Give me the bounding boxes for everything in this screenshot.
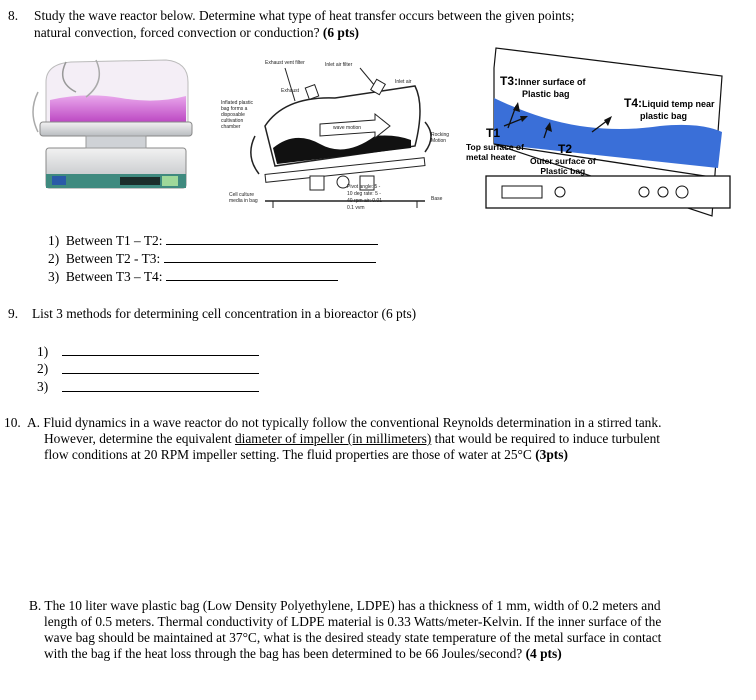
q8-line2	[34, 25, 359, 41]
q8-item-3-number: 3)	[48, 269, 60, 284]
q10b-line1: B. The 10 liter wave plastic bag (Low Density Polyethylene, LDPE) has a thickness of 1 mm, width of 0.2 meters and	[29, 598, 661, 613]
q9-item-2	[37, 361, 48, 377]
q9-answer-2-blank[interactable]	[62, 373, 259, 374]
q10-number: 10.	[4, 415, 21, 430]
t4-label-line	[624, 96, 715, 110]
label-pivot: Pivot angle: 5 - 10 deg rate: 5 - 40 rpm air: 0.01 - 0.1 vvm	[347, 184, 386, 211]
t4-text: Liquid temp near	[642, 99, 715, 109]
q10a-line2-post: that would be required to induce turbulent	[431, 431, 660, 446]
q8-line2-text: natural convection, forced convection or conduction?	[34, 25, 320, 40]
wave-reactor-schematic	[221, 56, 460, 216]
heat-transfer-sketch	[460, 40, 756, 220]
q8-answer-1-blank[interactable]	[166, 232, 378, 245]
q10b-line3: wave bag should be maintained at 37°C, what is the desired steady state temperature of the metal surface in contact	[44, 630, 662, 645]
q9-item-1-number: 1)	[37, 344, 49, 359]
q10a-line3-text: flow conditions at 20 RPM impeller setting. The fluid properties are those of water at 25°C	[44, 447, 532, 462]
q9-item-3	[37, 379, 48, 395]
q8-item-3	[48, 268, 338, 285]
q10a-line2	[44, 431, 660, 447]
t1-label: T1	[486, 126, 501, 140]
t2-text: Outer surface of	[530, 156, 596, 166]
label-rocking-motion: Rocking Motion	[431, 132, 450, 144]
t1-text-block	[466, 142, 524, 162]
t4-label: T4:	[624, 96, 642, 110]
t3-label: T3:	[500, 74, 518, 88]
q10a-line1: A. Fluid dynamics in a wave reactor do not typically follow the conventional Reynolds determination in a stirred tank.	[27, 415, 662, 430]
q8-item-1-text: Between T1 – T2:	[65, 233, 163, 248]
q9-answer-3-blank[interactable]	[62, 391, 259, 392]
q8-item-2	[48, 250, 376, 267]
t1-text2: metal heater	[466, 152, 517, 162]
label-base: Base	[431, 196, 443, 202]
q9-text: List 3 methods for determining cell concentration in a bioreactor (6 pts)	[32, 306, 417, 321]
t3-label-line	[500, 74, 586, 88]
t2-text2: Plastic bag	[540, 166, 586, 176]
label-inlet-filter: Inlet air filter	[325, 62, 353, 68]
q8-line1: Study the wave reactor below. Determine what type of heat transfer occurs between the given points;	[34, 8, 575, 23]
q10a-line3	[44, 447, 568, 463]
q10a-impeller-diameter: diameter of impeller (in millimeters)	[234, 431, 432, 446]
label-exhaust-vent: Exhaust vent filter	[265, 60, 305, 66]
label-cell-culture: Cell culture media in bag	[229, 192, 258, 204]
label-exhaust: Exhaust	[281, 88, 300, 94]
q10a-points: (3pts)	[535, 447, 568, 462]
q9-answer-1-blank[interactable]	[62, 355, 259, 356]
t3-text: Inner surface of	[518, 77, 586, 87]
label-inlet-air: Inlet air	[395, 79, 412, 85]
q8-answer-2-blank[interactable]	[164, 250, 376, 263]
q8-item-3-text: Between T3 – T4:	[65, 269, 163, 284]
q8-item-1-number: 1)	[48, 233, 60, 248]
q9-item-1	[37, 344, 48, 360]
t4-text2: plastic bag	[640, 111, 688, 121]
q8-number: 8.	[8, 8, 19, 23]
q8-item-2-text: Between T2 - T3:	[65, 251, 161, 266]
wave-reactor-photo	[26, 52, 196, 202]
q10b-points: (4 pts)	[525, 646, 562, 661]
q9-number: 9.	[8, 306, 19, 321]
q8-answer-3-blank[interactable]	[166, 268, 338, 281]
q10b-line4-text: with the bag if the heat loss through the bag has been determined to be 66 Joules/second?	[44, 646, 523, 661]
t1-text: Top surface of	[466, 142, 524, 152]
q10b-line2: length of 0.5 meters. Thermal conductivity of LDPE material is 0.33 Watts/meter-Kelvin. If the inner surface of the	[44, 614, 662, 629]
q8-item-1	[48, 232, 378, 249]
q10b-line4	[44, 646, 562, 662]
t2-text-block	[530, 156, 596, 176]
q9-item-3-number: 3)	[37, 379, 49, 394]
q8-item-2-number: 2)	[48, 251, 60, 266]
q10a-line2-pre: However, determine the equivalent	[44, 431, 235, 446]
t2-label: T2	[558, 142, 573, 156]
q9-item-2-number: 2)	[37, 361, 49, 376]
t3-text2: Plastic bag	[522, 89, 570, 99]
q8-points: (6 pts)	[322, 25, 360, 40]
label-inflated-bag: Inflated plastic bag forms a disposable cultivation chamber	[221, 100, 253, 130]
label-wave-motion: wave motion	[333, 125, 362, 131]
